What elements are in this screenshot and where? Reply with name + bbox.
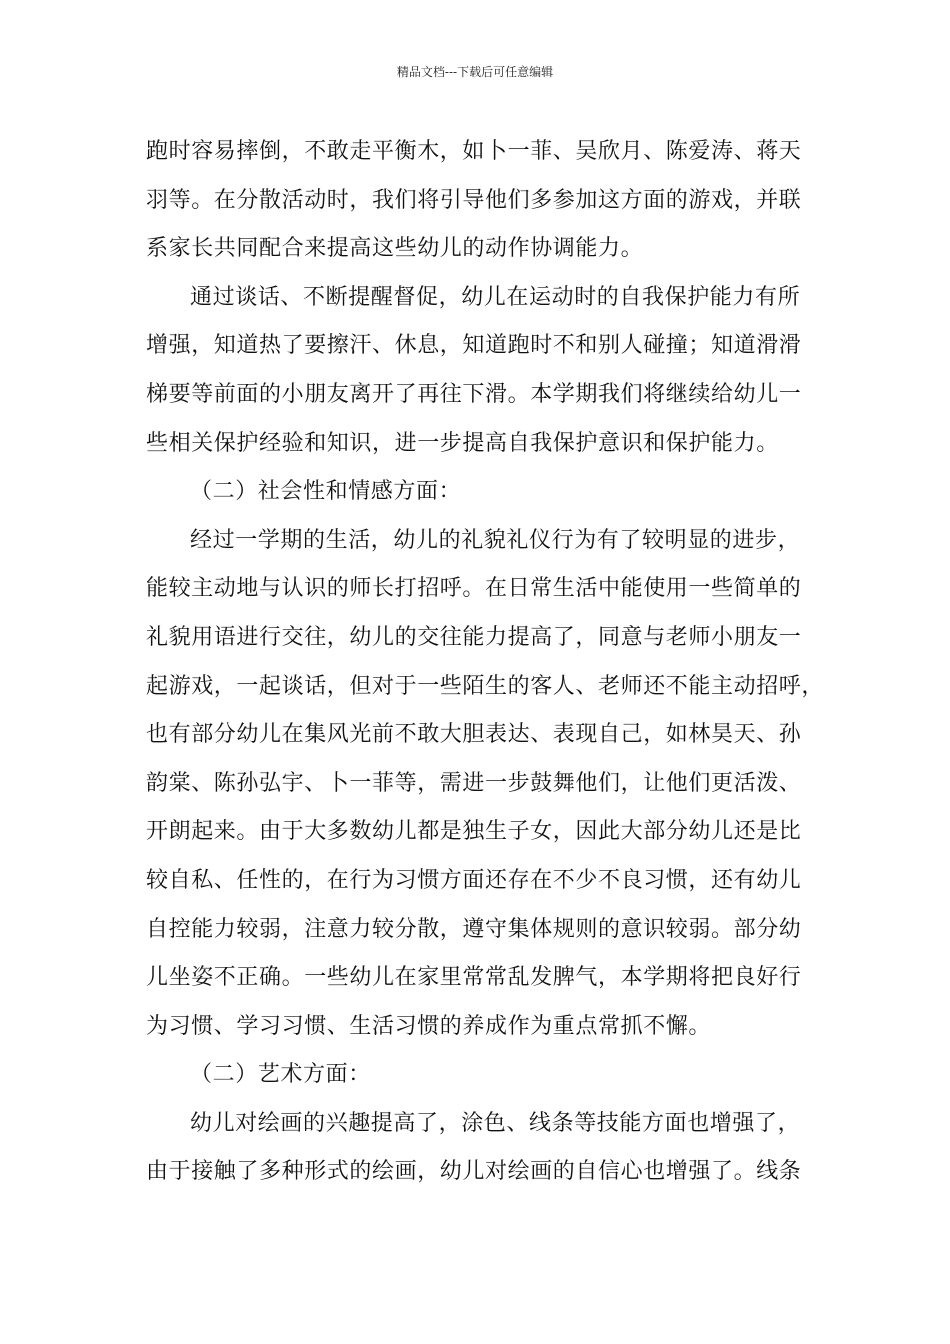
text-line: 跑时容易摔倒，不敢走平衡木，如卜一菲、吴欣月、陈爱涛、蒋天 [146, 139, 802, 164]
text-line: 礼貌用语进行交往，幼儿的交往能力提高了，同意与老师小朋友一 [146, 624, 802, 650]
text-line: 开朗起来。由于大多数幼儿都是独生子女，因此大部分幼儿还是比 [146, 819, 802, 845]
text-line: 自控能力较弱，注意力较分散，遵守集体规则的意识较弱。部分幼 [146, 916, 802, 942]
text-line: 韵棠、陈孙弘宇、卜一菲等，需进一步鼓舞他们，让他们更活泼、 [146, 770, 802, 796]
text-line: 儿坐姿不正确。一些幼儿在家里常常乱发脾气，本学期将把良好行 [146, 965, 802, 991]
text-line: 羽等。在分散活动时，我们将引导他们多参加这方面的游戏，并联 [146, 187, 802, 213]
text-line: 梯要等前面的小朋友离开了再往下滑。本学期我们将继续给幼儿一 [146, 381, 802, 407]
paragraph-first-line: 经过一学期的生活，幼儿的礼貌礼仪行为有了较明显的进步， [190, 527, 801, 553]
text-line: 系家长共同配合来提高这些幼儿的动作协调能力。 [146, 236, 644, 262]
text-line: 起游戏，一起谈话，但对于一些陌生的客人、老师还不能主动招呼， [146, 673, 825, 699]
section-heading-art: （二）艺术方面： [190, 1062, 371, 1088]
paragraph-first-line: 通过谈话、不断提醒督促，幼儿在运动时的自我保护能力有所 [190, 284, 801, 310]
text-line: 较自私、任性的，在行为习惯方面还存在不少不良习惯，还有幼儿 [146, 867, 802, 893]
text-line: 增强，知道热了要擦汗、休息，知道跑时不和别人碰撞；知道滑滑 [146, 333, 802, 359]
text-line: 为习惯、学习习惯、生活习惯的养成作为重点常抓不懈。 [146, 1013, 712, 1039]
text-line: 由于接触了多种形式的绘画，幼儿对绘画的自信心也增强了。线条 [146, 1159, 802, 1185]
paragraph-first-line: 幼儿对绘画的兴趣提高了，涂色、线条等技能方面也增强了， [190, 1110, 801, 1136]
section-heading-social: （二）社会性和情感方面： [190, 479, 462, 505]
text-line: 也有部分幼儿在集风光前不敢大胆表达、表现自己，如林昊天、孙 [146, 722, 802, 748]
page-header: 精品文档---下载后可任意编辑 [396, 65, 554, 79]
text-line: 些相关保护经验和知识，进一步提高自我保护意识和保护能力。 [146, 430, 779, 456]
document-body [146, 128, 830, 1197]
text-line: 能较主动地与认识的师长打招呼。在日常生活中能使用一些简单的 [146, 576, 802, 602]
